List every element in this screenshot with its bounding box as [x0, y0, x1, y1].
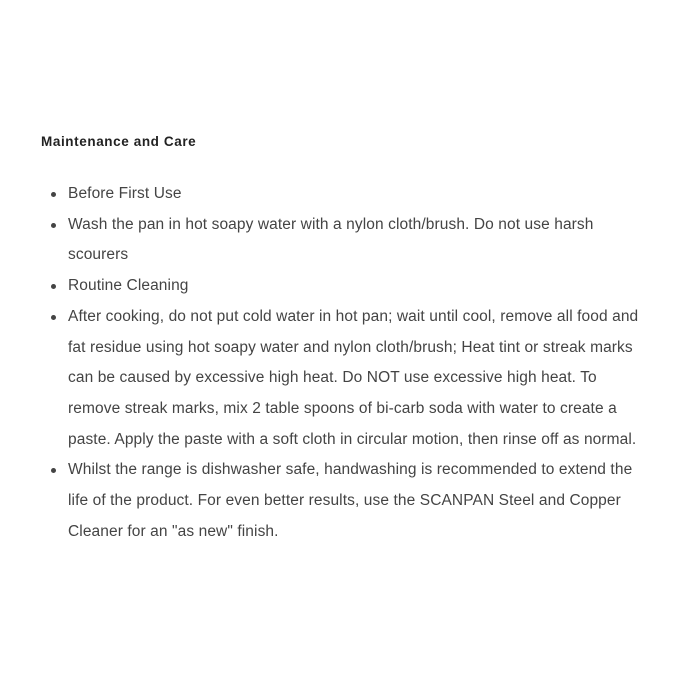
bullet-icon	[51, 223, 56, 228]
care-instructions-list	[41, 179, 651, 547]
bullet-icon	[51, 284, 56, 289]
list-item-text: Whilst the range is dishwasher safe, handwashing is recommended to extend the life of the product. For even better results, use the SCANPAN Steel and Copper Cleaner for an "as new" finish.	[68, 461, 633, 540]
list-item-text: Wash the pan in hot soapy water with a nylon cloth/brush. Do not use harsh scourers	[68, 215, 594, 264]
list-item	[41, 210, 651, 271]
bullet-icon	[51, 315, 56, 320]
list-item	[41, 455, 651, 547]
list-item	[41, 179, 651, 210]
bullet-icon	[51, 468, 56, 473]
list-item-text: After cooking, do not put cold water in hot pan; wait until cool, remove all food and fat residue using hot soapy water and nylon cloth/brush; Heat tint or streak marks can be caused by excessive high heat. Do NOT use excessive high heat. To remove streak marks, mix 2 table spoons of bi-carb soda with water to create a paste. Apply the paste with a soft cloth in circular motion, then rinse off as normal.	[68, 307, 639, 448]
list-item	[41, 302, 651, 456]
list-item	[41, 271, 651, 302]
maintenance-care-section	[41, 132, 651, 547]
list-item-text: Before First Use	[68, 185, 182, 202]
list-item-text: Routine Cleaning	[68, 277, 189, 295]
bullet-icon	[51, 192, 56, 197]
section-title: Maintenance and Care	[41, 134, 197, 149]
